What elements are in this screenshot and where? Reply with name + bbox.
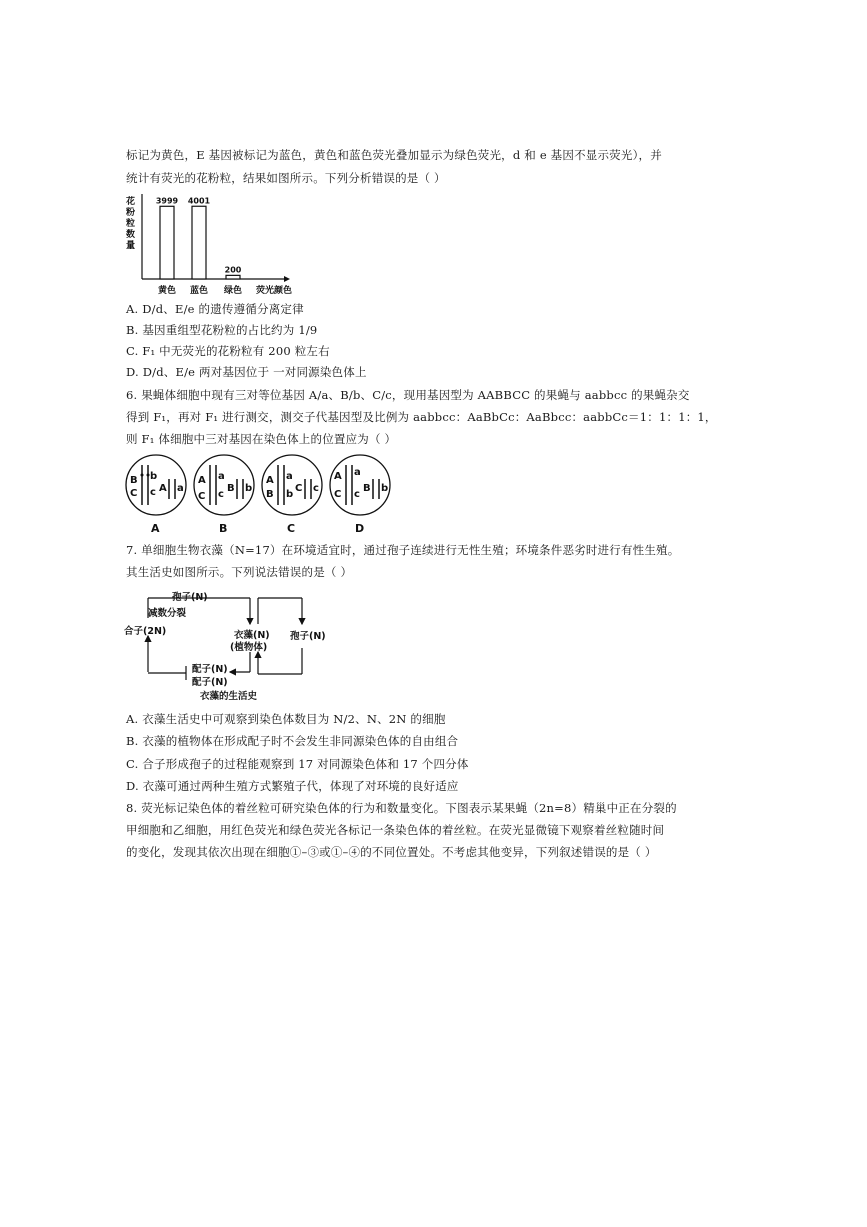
label-caption: 衣藻的生活史	[200, 691, 258, 702]
svg-text:C: C	[198, 491, 206, 502]
svg-text:A: A	[266, 475, 274, 486]
chlamydomonas-life-cycle-diagram	[120, 588, 340, 704]
cell-label-a: A	[151, 522, 160, 535]
x-tick-label: 黄色	[157, 286, 177, 296]
y-axis-label-char: 花	[126, 197, 136, 207]
chart-x-axis-label: 荧光颜色	[256, 286, 293, 296]
y-axis-label-char: 粉	[126, 208, 136, 218]
bar-data-label: 4001	[187, 196, 211, 206]
svg-text:c: c	[313, 483, 319, 494]
y-axis-label-char: 量	[126, 241, 136, 251]
cell-label-b: B	[219, 522, 228, 535]
cell-option-c	[262, 455, 322, 515]
q8-line-2: 甲细胞和乙细胞，用红色荧光和绿色荧光各标记一条染色体的着丝粒。在荧光显微镜下观察着丝粒随时间	[126, 823, 665, 837]
svg-text:C: C	[130, 488, 138, 499]
chromosome-options-figure	[124, 453, 404, 537]
svg-text:b: b	[381, 483, 389, 494]
cell-option-b	[194, 455, 254, 515]
cell-option-a	[126, 455, 186, 515]
chart-y-axis-label	[125, 195, 135, 251]
bar-绿色	[226, 275, 240, 279]
label-spore-top: 孢子(N)	[172, 592, 208, 603]
q5-line-1: 标记为黄色，E 基因被标记为蓝色，黄色和蓝色荧光叠加显示为绿色荧光，d 和 e 基因不显示荧光），并	[126, 148, 662, 162]
svg-text:C: C	[334, 489, 342, 500]
q6-line-2: 得到 F₁，再对 F₁ 进行测交，测交子代基因型及比例为 aabbcc：AaBbCc：AaBbcc：aabbCc＝1：1：1：1，	[126, 410, 717, 424]
svg-text:A: A	[198, 475, 206, 486]
bar-data-label: 200	[224, 265, 242, 275]
x-tick-label: 蓝色	[189, 286, 209, 296]
q7-option-b: B. 衣藻的植物体在形成配子时不会发生非同源染色体的自由组合	[126, 734, 459, 748]
svg-text:a: a	[218, 471, 225, 482]
svg-text:C: C	[295, 483, 303, 494]
svg-text:a: a	[177, 483, 184, 494]
bar-蓝色	[192, 206, 206, 279]
q8-line-3: 的变化，发现其依次出现在细胞①–③或①–④的不同位置处。不考虑其他变异，下列叙述错误的是（ ）	[126, 845, 657, 859]
svg-text:a: a	[286, 471, 293, 482]
chart-x-axis-arrow	[284, 276, 290, 282]
svg-text:B: B	[363, 483, 371, 494]
svg-text:B: B	[130, 475, 138, 486]
cell-label-c: C	[287, 522, 296, 535]
bar-黄色	[160, 206, 174, 279]
svg-text:A: A	[159, 483, 167, 494]
q5-line-2: 统计有荧光的花粉粒，结果如图所示。下列分析错误的是（ ）	[126, 171, 446, 185]
svg-text:B: B	[227, 483, 235, 494]
pollen-bar-chart-svg	[122, 190, 302, 300]
label-gamete-2: 配子(N)	[192, 677, 228, 688]
q7-option-a: A. 衣藻生活史中可观察到染色体数目为 N/2、N、2N 的细胞	[126, 712, 446, 726]
svg-text:a: a	[354, 467, 361, 478]
svg-text:A: A	[334, 471, 342, 482]
label-gamete-1: 配子(N)	[192, 664, 228, 675]
bar-data-label: 3999	[155, 196, 179, 206]
label-spore-right: 孢子(N)	[290, 631, 326, 642]
svg-text:b: b	[150, 471, 158, 482]
q5-option-b: B. 基因重组型花粉粒的占比约为 1/9	[126, 323, 318, 337]
q5-option-a: A. D/d、E/e 的遗传遵循分离定律	[126, 302, 304, 316]
label-alga-sub: (植物体)	[230, 642, 268, 653]
svg-text:c: c	[150, 487, 156, 498]
svg-text:b: b	[286, 489, 294, 500]
q5-option-d: D. D/d、E/e 两对基因位于 一对同源染色体上	[126, 365, 367, 379]
q5-option-c: C. F₁ 中无荧光的花粉粒有 200 粒左右	[126, 344, 330, 358]
q7-line-1: 7. 单细胞生物衣藻（N=17）在环境适宜时，通过孢子连续进行无性生殖；环境条件恶劣时进行有性生殖。	[126, 543, 680, 557]
label-meiosis: 减数分裂	[148, 608, 187, 619]
q7-option-c: C. 合子形成孢子的过程能观察到 17 对同源染色体和 17 个四分体	[126, 757, 469, 771]
q7-line-2: 其生活史如图所示。下列说法错误的是（ ）	[126, 565, 353, 579]
q6-line-1: 6. 果蝇体细胞中现有三对等位基因 A/a、B/b、C/c，现用基因型为 AABBCC 的果蝇与 aabbcc 的果蝇杂交	[126, 388, 690, 402]
x-tick-label: 绿色	[223, 286, 243, 296]
svg-text:b: b	[245, 483, 253, 494]
q8-line-1: 8. 荧光标记染色体的着丝粒可研究染色体的行为和数量变化。下图表示某果蝇（2n=8）精巢中正在分裂的	[126, 801, 677, 815]
q7-option-d: D. 衣藻可通过两种生殖方式繁殖子代，体现了对环境的良好适应	[126, 779, 459, 793]
pollen-bar-chart	[122, 190, 302, 300]
cell-label-d: D	[355, 522, 365, 535]
cell-option-d	[330, 455, 390, 515]
chromosome-options-svg	[124, 453, 404, 537]
y-axis-label-char: 数	[126, 230, 136, 240]
svg-text:c: c	[354, 489, 360, 500]
life-cycle-svg	[120, 588, 340, 704]
label-alga: 衣藻(N)	[234, 630, 270, 641]
svg-text:B: B	[266, 489, 274, 500]
svg-text:c: c	[218, 489, 224, 500]
q6-line-3: 则 F₁ 体细胞中三对基因在染色体上的位置应为（ ）	[126, 432, 397, 446]
label-zygote: 合子(2N)	[124, 626, 167, 637]
y-axis-label-char: 粒	[126, 219, 136, 229]
